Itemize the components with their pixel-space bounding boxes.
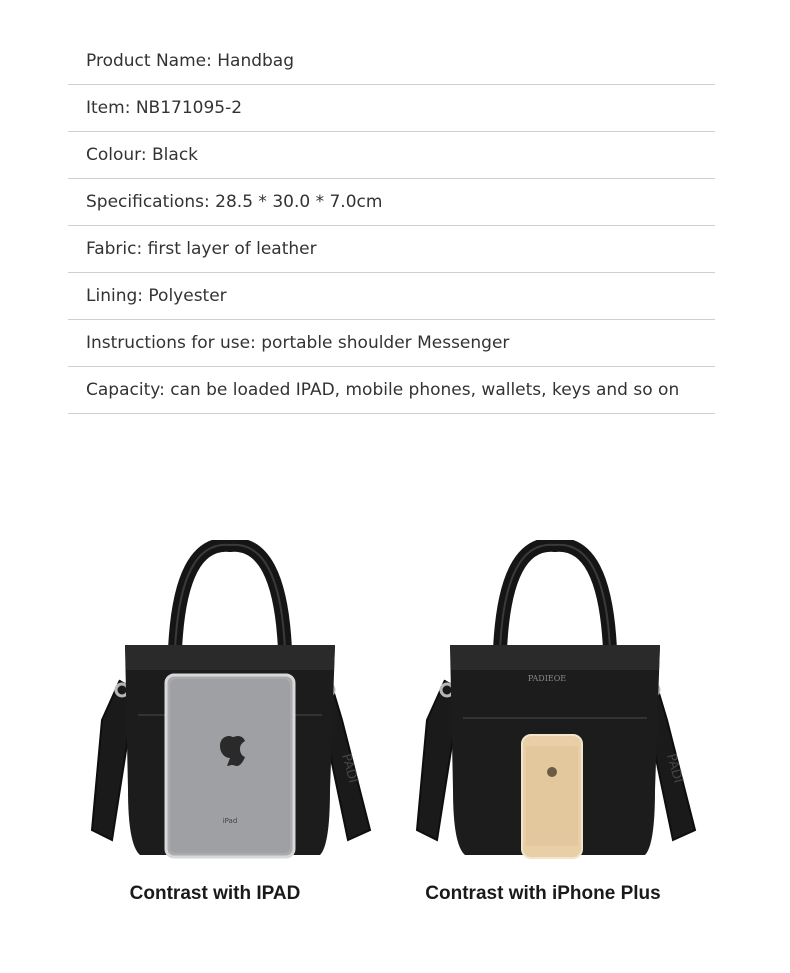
spec-value: Polyester (148, 286, 227, 306)
spec-row-colour (68, 132, 715, 179)
spec-row-item (68, 85, 715, 132)
spec-row-fabric (68, 226, 715, 273)
caption-phone: Contrast with iPhone Plus (425, 883, 661, 904)
spec-value: Black (152, 145, 199, 165)
spec-table (68, 38, 715, 414)
bag-with-tablet-image (80, 540, 380, 870)
spec-row-capacity (68, 367, 715, 414)
bag-with-phone-image (405, 540, 705, 870)
strap-text: PADI (338, 752, 361, 785)
spec-value: 28.5 * 30.0 * 7.0cm (215, 192, 383, 212)
spec-row-lining (68, 273, 715, 320)
spec-label: Product Name : (86, 51, 217, 71)
spec-row-specifications (68, 179, 715, 226)
spec-value: portable shoulder Messenger (261, 333, 510, 353)
brand-label: PADIEOE (527, 674, 567, 683)
tablet-label: iPad (222, 817, 238, 825)
spec-label: Specifications : (86, 192, 215, 212)
strap-text: PADI (663, 752, 686, 785)
spec-value: first layer of leather (147, 239, 317, 259)
spec-value: Handbag (217, 51, 295, 71)
apple-logo-icon (547, 767, 557, 777)
spec-value: NB171095-2 (135, 98, 243, 118)
bag-illustration (80, 540, 380, 870)
spec-row-product-name (68, 38, 715, 85)
spec-value: can be loaded IPAD, mobile phones, wallets, keys and so on (170, 380, 680, 400)
spec-label: Fabric : (86, 239, 148, 259)
caption-tablet: Contrast with IPAD (129, 883, 301, 904)
spec-label: Item : (86, 98, 136, 118)
bag-illustration (405, 540, 705, 870)
spec-label: Lining : (86, 286, 148, 306)
spec-label: Instructions for use : (86, 333, 261, 353)
spec-label: Capacity : (86, 380, 170, 400)
spec-label: Colour : (86, 145, 152, 165)
spec-row-instructions (68, 320, 715, 367)
